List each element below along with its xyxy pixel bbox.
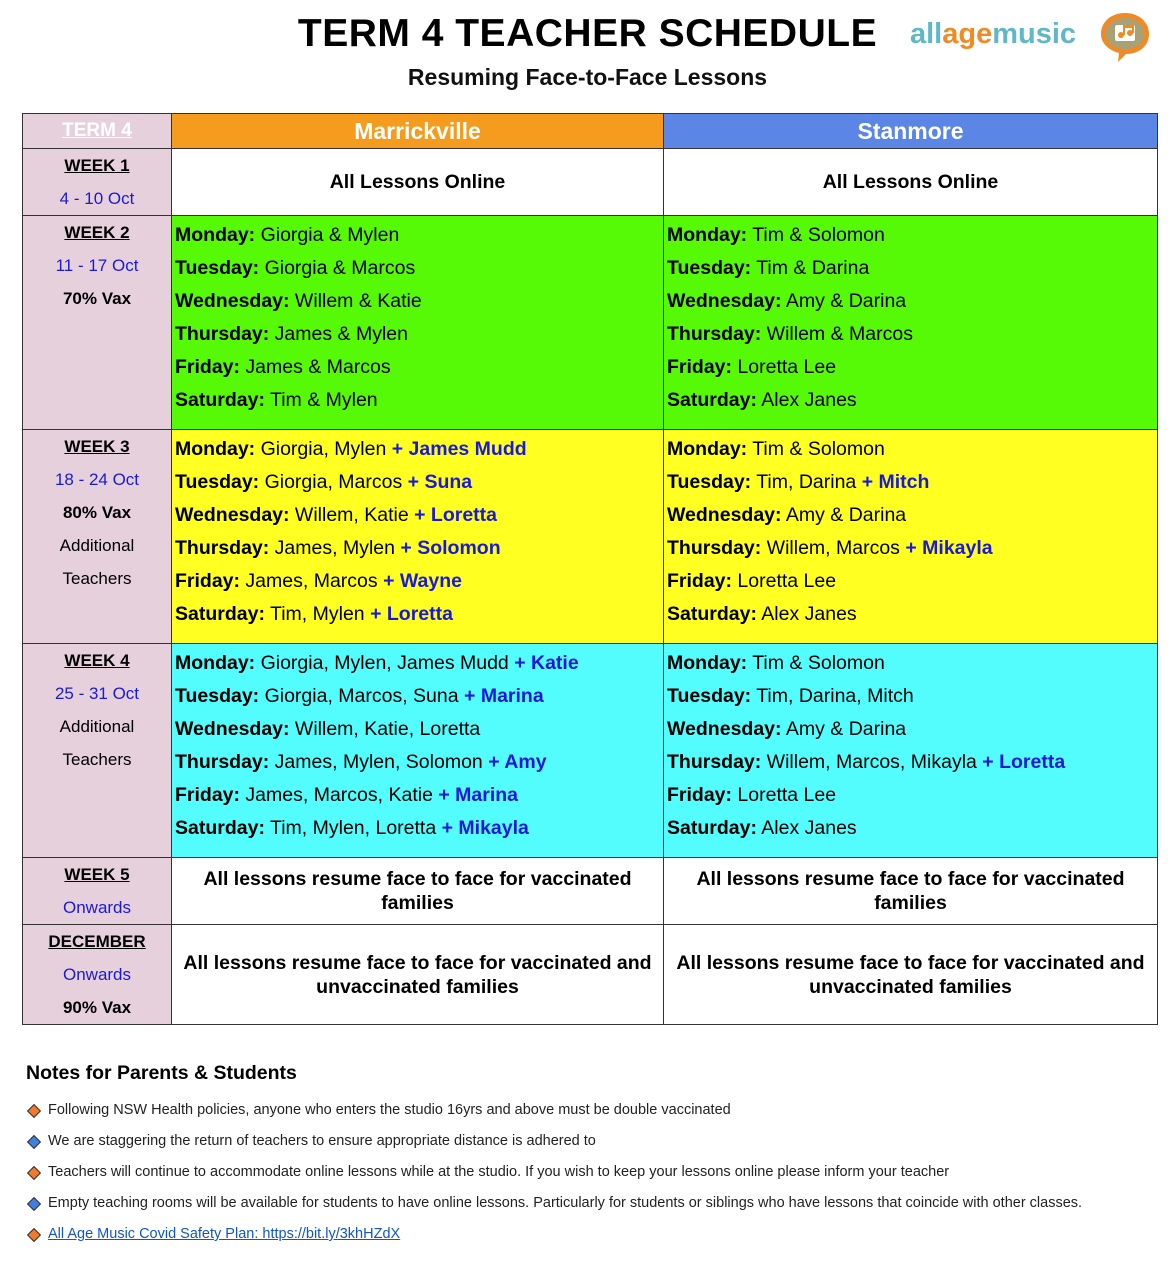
week-dates: Onwards [62, 965, 132, 984]
day-row: Thursday: Willem, Marcos + Mikayla [667, 537, 993, 559]
stanmore-week1: All Lessons Online [664, 149, 1158, 216]
day-row: Friday: James, Marcos + Wayne [175, 570, 462, 592]
week4-row [23, 644, 1158, 858]
marrickville-week4 [172, 644, 664, 858]
week-name: WEEK 5 [64, 865, 130, 884]
day-row: Thursday: Willem & Marcos [667, 323, 913, 345]
day-row: Wednesday: Amy & Darina [667, 504, 907, 526]
additional-label: Additional [59, 717, 135, 736]
vax-note: 70% Vax [62, 289, 132, 308]
day-row: Saturday: Alex Janes [667, 603, 857, 625]
stanmore-week3 [664, 430, 1158, 644]
note-item-link [26, 1219, 1166, 1250]
marrickville-week3 [172, 430, 664, 644]
day-row: Saturday: Tim, Mylen + Loretta [175, 603, 453, 625]
blue-diamond-icon [27, 1197, 41, 1211]
additional-label: Additional [59, 536, 135, 555]
note-item: Following NSW Health policies, anyone who enters the studio 16yrs and above must be double vaccinated [26, 1095, 1166, 1126]
day-row: Tuesday: Giorgia & Marcos [175, 257, 416, 279]
day-row: Friday: Loretta Lee [667, 784, 837, 806]
marrickville-week2 [172, 216, 664, 430]
day-row: Saturday: Alex Janes [667, 389, 857, 411]
day-row: Saturday: Tim & Mylen [175, 389, 378, 411]
day-row: Monday: Giorgia & Mylen [175, 224, 400, 246]
vax-note: 80% Vax [62, 503, 132, 522]
term-header: TERM 4 [23, 114, 172, 149]
stanmore-week4 [664, 644, 1158, 858]
day-row: Wednesday: Willem & Katie [175, 290, 422, 312]
week-name: WEEK 2 [64, 223, 130, 242]
notes-title: Notes for Parents & Students [26, 1062, 297, 1084]
day-row: Friday: Loretta Lee [667, 570, 837, 592]
day-row: Friday: Loretta Lee [667, 356, 837, 378]
day-row: Monday: Tim & Solomon [667, 652, 885, 674]
day-row: Tuesday: Giorgia, Marcos + Suna [175, 471, 473, 493]
day-row: Monday: Tim & Solomon [667, 224, 885, 246]
day-row: Thursday: James, Mylen + Solomon [175, 537, 501, 559]
week2-row [23, 216, 1158, 430]
week2-label-cell [23, 216, 172, 430]
week-dates: 25 - 31 Oct [54, 684, 140, 703]
december-row [23, 925, 1158, 1025]
marrickville-december: All lessons resume face to face for vaccinated and unvaccinated families [172, 925, 664, 1025]
day-row: Saturday: Tim, Mylen, Loretta + Mikayla [175, 817, 529, 839]
teachers-label: Teachers [62, 569, 132, 588]
vax-note: 90% Vax [62, 998, 132, 1017]
allagemusic-logo [908, 10, 1158, 62]
stanmore-header: Stanmore [664, 114, 1158, 149]
week-dates: Onwards [62, 898, 132, 917]
week-name: WEEK 4 [64, 651, 130, 670]
marrickville-week1: All Lessons Online [172, 149, 664, 216]
day-row: Wednesday: Amy & Darina [667, 290, 907, 312]
orange-diamond-icon [27, 1104, 41, 1118]
day-row: Tuesday: Tim & Darina [667, 257, 870, 279]
week5-row [23, 858, 1158, 925]
teachers-label: Teachers [62, 750, 132, 769]
week-name: WEEK 1 [64, 156, 130, 175]
day-row: Friday: James & Marcos [175, 356, 391, 378]
week-name: DECEMBER [48, 932, 146, 951]
week5-label-cell [23, 858, 172, 925]
day-row: Thursday: James, Mylen, Solomon + Amy [175, 751, 547, 773]
week1-row [23, 149, 1158, 216]
day-row: Wednesday: Willem, Katie + Loretta [175, 504, 498, 526]
week3-row [23, 430, 1158, 644]
week4-label-cell [23, 644, 172, 858]
schedule-table [22, 113, 1158, 1025]
stanmore-week2 [664, 216, 1158, 430]
day-row: Wednesday: Amy & Darina [667, 718, 907, 740]
page-subtitle: Resuming Face-to-Face Lessons [407, 64, 768, 90]
logo-wordmark: allagemusic [910, 18, 1077, 50]
day-row: Thursday: Willem, Marcos, Mikayla + Loretta [667, 751, 1066, 773]
header-row [23, 114, 1158, 149]
covid-safety-plan-link[interactable]: All Age Music Covid Safety Plan: https://bit.ly/3khHZdX [48, 1226, 401, 1242]
day-row: Tuesday: Tim, Darina, Mitch [667, 685, 914, 707]
speech-bubble-music-icon [1098, 10, 1152, 64]
note-item: We are staggering the return of teachers to ensure appropriate distance is adhered to [26, 1126, 1166, 1157]
day-row: Monday: Giorgia, Mylen + James Mudd [175, 438, 527, 460]
orange-diamond-icon [27, 1228, 41, 1242]
day-row: Monday: Tim & Solomon [667, 438, 885, 460]
week1-label-cell [23, 149, 172, 216]
marrickville-header: Marrickville [172, 114, 664, 149]
orange-diamond-icon [27, 1166, 41, 1180]
day-row: Tuesday: Tim, Darina + Mitch [667, 471, 930, 493]
day-row: Tuesday: Giorgia, Marcos, Suna + Marina [175, 685, 544, 707]
week3-label-cell [23, 430, 172, 644]
week-dates: 11 - 17 Oct [55, 256, 139, 275]
stanmore-week5: All lessons resume face to face for vaccinated families [664, 858, 1158, 925]
day-row: Saturday: Alex Janes [667, 817, 857, 839]
december-label-cell [23, 925, 172, 1025]
day-row: Friday: James, Marcos, Katie + Marina [175, 784, 519, 806]
notes-section [26, 1062, 1166, 1250]
marrickville-week5: All lessons resume face to face for vaccinated families [172, 858, 664, 925]
stanmore-december: All lessons resume face to face for vaccinated and unvaccinated families [664, 925, 1158, 1025]
day-row: Thursday: James & Mylen [175, 323, 408, 345]
week-dates: 18 - 24 Oct [54, 470, 140, 489]
note-item: Empty teaching rooms will be available for students to have online lessons. Particularly for students or siblings who have lessons that coincide with other classes. [26, 1188, 1166, 1219]
page-title: TERM 4 TEACHER SCHEDULE [297, 12, 878, 55]
week-dates: 4 - 10 Oct [59, 189, 135, 208]
day-row: Wednesday: Willem, Katie, Loretta [175, 718, 481, 740]
day-row: Monday: Giorgia, Mylen, James Mudd + Katie [175, 652, 579, 674]
note-item: Teachers will continue to accommodate online lessons while at the studio. If you wish to keep your lessons online please inform your teacher [26, 1157, 1166, 1188]
week-name: WEEK 3 [64, 437, 130, 456]
blue-diamond-icon [27, 1135, 41, 1149]
